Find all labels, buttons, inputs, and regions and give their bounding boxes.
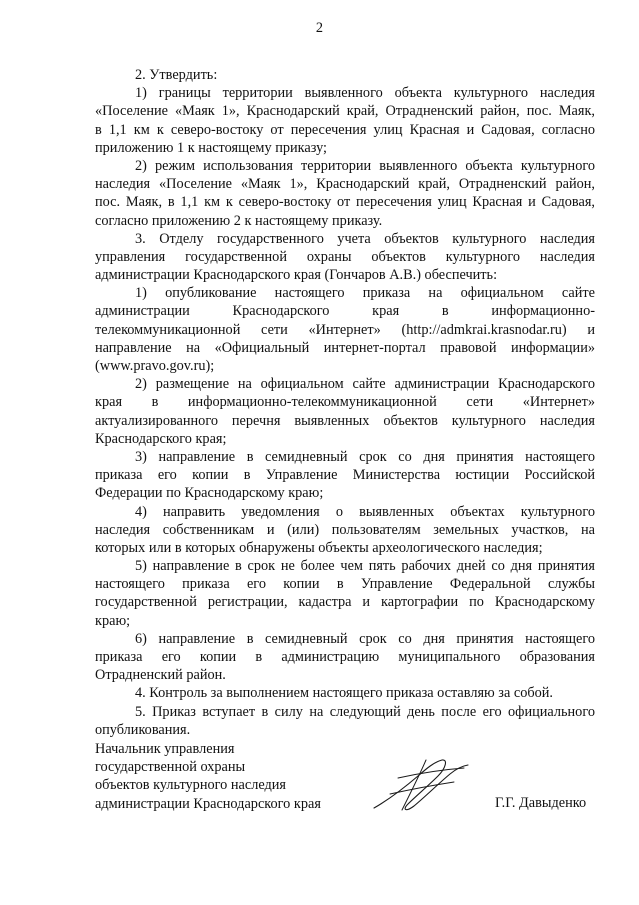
signer-title-line: государственной охраны xyxy=(95,759,246,776)
text-line: «Поселение «Маяк 1», Краснодарский край, Отрадненский район, пос. Маяк, xyxy=(95,103,595,120)
text-line: наследия «Поселение «Маяк 1», Краснодарский край, Отрадненский район, xyxy=(95,176,595,193)
text-line: Федерации по Краснодарскому краю; xyxy=(95,485,324,502)
paragraph xyxy=(95,703,595,739)
text-line: пос. Маяк, в 1,1 км к северо-востоку от пересечения улиц Красная и Садовая, xyxy=(95,194,595,211)
text-line: 2) режим использования территории выявленного объекта культурного xyxy=(135,157,595,174)
text-line: Краснодарского края; xyxy=(95,430,227,447)
text-line: Отрадненский район. xyxy=(95,667,226,684)
paragraph xyxy=(95,66,595,84)
paragraph xyxy=(95,684,595,702)
text-line: телекоммуникационной сети «Интернет» (http://admkrai.krasnodar.ru) и xyxy=(95,321,595,338)
paragraph xyxy=(95,557,595,630)
paragraph xyxy=(95,630,595,685)
paragraph xyxy=(95,230,595,285)
paragraph xyxy=(95,284,595,375)
text-line: администрации Краснодарского края в информационно- xyxy=(95,303,595,320)
text-line: приказа его копии в администрацию муниципального образования xyxy=(95,649,595,665)
text-line: 1) границы территории выявленного объекта культурного наследия xyxy=(135,85,595,102)
text-line: (www.pravo.gov.ru); xyxy=(95,358,215,374)
text-line: управления государственной охраны объектов культурного наследия xyxy=(95,248,595,265)
text-line: краю; xyxy=(95,612,131,629)
text-line: в 1,1 км к северо-востоку от пересечения улиц Красная и Садовая, согласно xyxy=(95,121,595,138)
signer-title-line: администрации Краснодарского края xyxy=(95,795,321,812)
text-line: администрации Краснодарского края (Гончаров А.В.) обеспечить: xyxy=(95,267,498,284)
document-body xyxy=(95,66,595,739)
text-line: приложению 1 к настоящему приказу; xyxy=(95,139,327,156)
paragraph xyxy=(95,157,595,230)
text-line: 6) направление в семидневный срок со дня принятия настоящего xyxy=(135,630,595,647)
text-line: настоящего приказа его копии в Управление Федеральной службы xyxy=(95,576,595,593)
text-line: 1) опубликование настоящего приказа на официальном сайте xyxy=(135,285,595,302)
signer-title-line: Начальник управления xyxy=(95,741,235,757)
text-line: 5. Приказ вступает в силу на следующий день после его официального xyxy=(135,703,595,720)
text-line: опубликования. xyxy=(95,721,191,738)
text-line: 3. Отделу государственного учета объектов культурного наследия xyxy=(135,230,595,247)
text-line: государственной регистрации, кадастра и картографии по Краснодарскому xyxy=(95,594,595,611)
text-line: 2. Утвердить: xyxy=(135,67,218,83)
paragraph xyxy=(95,375,595,448)
text-line: 5) направление в срок не более чем пять рабочих дней со дня принятия xyxy=(135,558,595,575)
handwritten-signature xyxy=(368,754,478,816)
text-line: 4) направить уведомления о выявленных объектах культурного xyxy=(135,503,595,520)
page-number: 2 xyxy=(315,20,324,36)
text-line: 2) размещение на официальном сайте администрации Краснодарского xyxy=(135,376,595,393)
text-line: согласно приложению 2 к настоящему приказу. xyxy=(95,212,383,229)
paragraph xyxy=(95,503,595,558)
text-line: которых или в которых обнаружены объекты археологического наследия; xyxy=(95,539,543,556)
signer-title-line: объектов культурного наследия xyxy=(95,777,286,794)
text-line: края в информационно-телекоммуникационной сети «Интернет» xyxy=(95,394,595,411)
text-line: наследия собственникам и (или) пользователям земельных участков, на xyxy=(95,521,595,538)
text-line: направление на «Официальный интернет-портал правовой информации» xyxy=(95,339,595,356)
text-line: актуализированного перечня выявленных объектов культурного наследия xyxy=(95,412,595,429)
paragraph xyxy=(95,448,595,503)
text-line: 4. Контроль за выполнением настоящего приказа оставляю за собой. xyxy=(135,685,554,702)
text-line: приказа его копии в Управление Министерства юстиции Российской xyxy=(95,467,595,484)
paragraph xyxy=(95,84,595,157)
signer-name: Г.Г. Давыденко xyxy=(495,795,587,811)
text-line: 3) направление в семидневный срок со дня принятия настоящего xyxy=(135,448,595,465)
